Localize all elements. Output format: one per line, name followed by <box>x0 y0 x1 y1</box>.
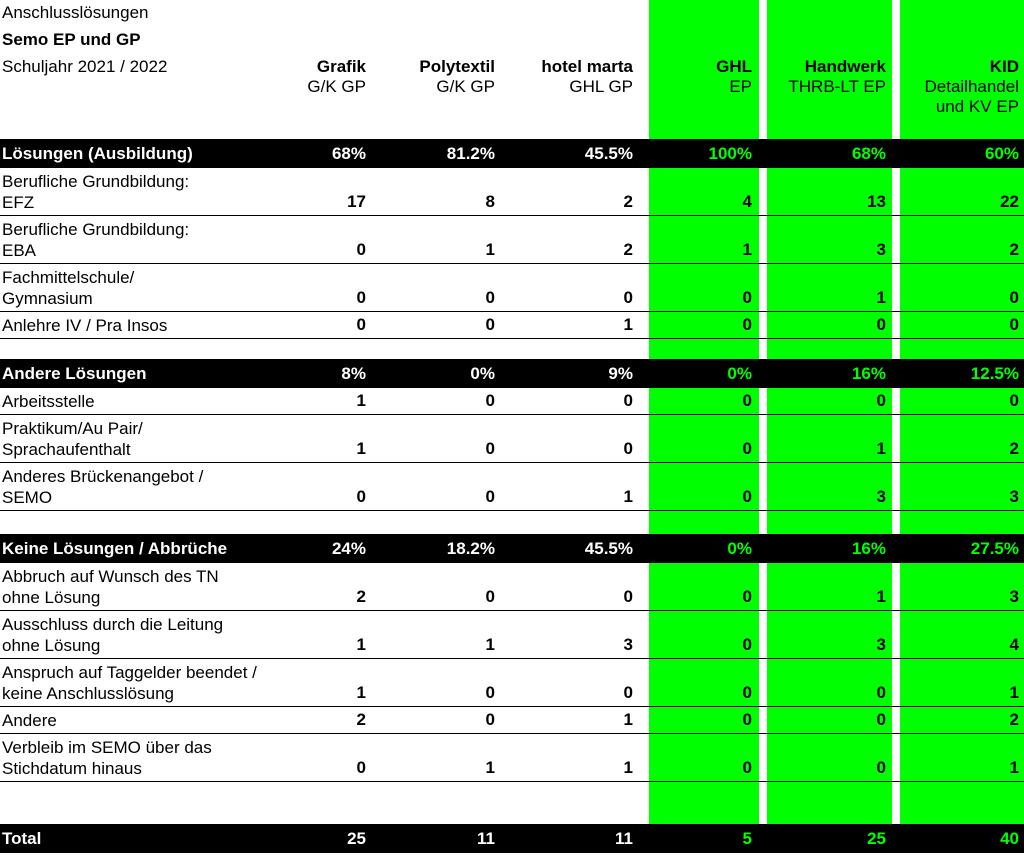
column-name: Handwerk <box>804 57 886 76</box>
cell-value: 0 <box>742 683 752 702</box>
table-row <box>0 168 1024 216</box>
cell-value: 0 <box>1009 315 1019 334</box>
column-header <box>602 57 752 97</box>
column-subtitle: GHL GP <box>569 77 633 96</box>
doc-subtitle: Semo EP und GP <box>2 30 141 49</box>
cell-value: 1 <box>876 587 886 606</box>
section-percentage: 12.5% <box>970 364 1019 383</box>
cell-value: 3 <box>1009 587 1019 606</box>
cell-value: 0 <box>742 487 752 506</box>
column-header <box>345 57 495 97</box>
cell-value: 2 <box>1009 710 1019 729</box>
cell-value: 1 <box>1009 683 1019 702</box>
table-row <box>0 463 1024 511</box>
cell-value: 3 <box>876 240 886 259</box>
row-label: Anlehre IV / Pra Insos <box>2 316 168 335</box>
row-label: Berufliche Grundbildung: EFZ <box>2 172 190 212</box>
cell-value: 1 <box>1009 758 1019 777</box>
cell-value: 1 <box>485 240 495 259</box>
section-percentage: 11 <box>477 829 495 848</box>
cell-value: 2 <box>623 240 633 259</box>
cell-value: 1 <box>623 710 633 729</box>
column-name: GHL <box>716 57 752 76</box>
cell-value: 1 <box>623 487 633 506</box>
cell-value: 0 <box>485 710 495 729</box>
cell-value: 0 <box>485 315 495 334</box>
column-name: Grafik <box>316 57 366 76</box>
section-percentage: 68% <box>851 144 886 163</box>
section-percentage: 40 <box>1000 829 1019 848</box>
column-subtitle: Detailhandel <box>924 77 1019 96</box>
section-percentage: 11 <box>615 829 633 848</box>
section-percentage: 60% <box>984 144 1019 163</box>
cell-value: 4 <box>742 192 752 211</box>
cell-value: 3 <box>876 487 886 506</box>
total-label: Total <box>2 829 42 848</box>
cell-value: 3 <box>876 635 886 654</box>
cell-value: 0 <box>742 758 752 777</box>
cell-value: 0 <box>876 683 886 702</box>
column-header <box>216 57 366 97</box>
cell-value: 0 <box>1009 288 1019 307</box>
cell-value: 1 <box>356 683 366 702</box>
row-label: Anspruch auf Taggelder beendet / keine Anschlusslösung <box>2 663 257 703</box>
cell-value: 0 <box>742 315 752 334</box>
cell-value: 1 <box>623 315 633 334</box>
cell-value: 0 <box>623 439 633 458</box>
cell-value: 0 <box>356 240 366 259</box>
column-name: hotel marta <box>541 57 633 76</box>
cell-value: 0 <box>876 710 886 729</box>
cell-value: 3 <box>1009 487 1019 506</box>
cell-value: 1 <box>485 635 495 654</box>
section-header <box>0 139 1024 168</box>
section-percentage: 8% <box>341 364 366 383</box>
section-percentage: 27.5% <box>970 539 1019 558</box>
row-label: Verbleib im SEMO über das Stichdatum hinaus <box>2 738 212 778</box>
cell-value: 1 <box>876 288 886 307</box>
cell-value: 0 <box>485 439 495 458</box>
table-row <box>0 388 1024 415</box>
cell-value: 0 <box>1009 391 1019 410</box>
section-percentage: 81.2% <box>446 144 495 163</box>
cell-value: 0 <box>876 391 886 410</box>
row-label: Andere <box>2 711 57 730</box>
section-percentage: 25 <box>867 829 886 848</box>
cell-value: 0 <box>356 487 366 506</box>
cell-value: 0 <box>742 587 752 606</box>
cell-value: 22 <box>1000 192 1019 211</box>
cell-value: 0 <box>485 288 495 307</box>
cell-value: 1 <box>356 391 366 410</box>
cell-value: 0 <box>623 683 633 702</box>
section-percentage: 68% <box>331 144 366 163</box>
cell-value: 0 <box>356 758 366 777</box>
cell-value: 2 <box>356 710 366 729</box>
cell-value: 3 <box>623 635 633 654</box>
cell-value: 0 <box>485 391 495 410</box>
cell-value: 1 <box>876 439 886 458</box>
section-title: Keine Lösungen / Abbrüche <box>2 539 228 558</box>
row-label: Abbruch auf Wunsch des TN ohne Lösung <box>2 567 219 607</box>
section-percentage: 9% <box>608 364 633 383</box>
cell-value: 1 <box>356 439 366 458</box>
table-row <box>0 312 1024 339</box>
section-percentage: 24% <box>331 539 366 558</box>
section-percentage: 18.2% <box>446 539 495 558</box>
table-row <box>0 707 1024 734</box>
column-subtitle: EP <box>729 77 752 96</box>
cell-value: 0 <box>356 315 366 334</box>
cell-value: 1 <box>623 758 633 777</box>
row-label: Praktikum/Au Pair/ Sprachaufenthalt <box>2 419 143 459</box>
cell-value: 0 <box>356 288 366 307</box>
section-percentage: 25 <box>347 829 366 848</box>
table-row <box>0 415 1024 463</box>
school-year: Schuljahr 2021 / 2022 <box>2 57 168 76</box>
column-subtitle: und KV EP <box>935 97 1019 116</box>
table-row <box>0 734 1024 782</box>
cell-value: 2 <box>1009 439 1019 458</box>
section-percentage: 0% <box>727 539 752 558</box>
cell-value: 13 <box>867 192 886 211</box>
cell-value: 0 <box>742 710 752 729</box>
row-label: Ausschluss durch die Leitung ohne Lösung <box>2 615 224 655</box>
table-row <box>0 264 1024 312</box>
cell-value: 0 <box>623 391 633 410</box>
cell-value: 0 <box>623 587 633 606</box>
section-title: Lösungen (Ausbildung) <box>2 144 193 163</box>
cell-value: 1 <box>356 635 366 654</box>
cell-value: 4 <box>1009 635 1019 654</box>
column-header <box>869 57 1019 117</box>
section-percentage: 45.5% <box>584 539 633 558</box>
section-title: Andere Lösungen <box>2 364 147 383</box>
row-label: Berufliche Grundbildung: EBA <box>2 220 190 260</box>
section-percentage: 45.5% <box>584 144 633 163</box>
doc-title: Anschlusslösungen <box>2 3 149 22</box>
cell-value: 8 <box>485 192 495 211</box>
cell-value: 17 <box>347 192 366 211</box>
cell-value: 0 <box>742 439 752 458</box>
cell-value: 1 <box>485 758 495 777</box>
column-name: KID <box>989 57 1019 76</box>
section-header <box>0 359 1024 388</box>
cell-value: 2 <box>356 587 366 606</box>
section-percentage: 16% <box>851 364 886 383</box>
column-header <box>736 57 886 97</box>
section-percentage: 0% <box>727 364 752 383</box>
cell-value: 0 <box>742 391 752 410</box>
section-percentage: 5 <box>742 829 752 848</box>
column-subtitle: G/K GP <box>436 77 495 96</box>
section-percentage: 16% <box>851 539 886 558</box>
section-percentage: 100% <box>708 144 752 163</box>
cell-value: 0 <box>485 683 495 702</box>
row-label: Arbeitsstelle <box>2 392 95 411</box>
table-row <box>0 563 1024 611</box>
table-row <box>0 216 1024 264</box>
row-label: Fachmittelschule/ Gymnasium <box>2 268 135 308</box>
column-subtitle: THRB-LT EP <box>788 77 886 96</box>
table-row <box>0 611 1024 659</box>
table-row <box>0 659 1024 707</box>
cell-value: 0 <box>742 288 752 307</box>
cell-value: 2 <box>1009 240 1019 259</box>
section-header <box>0 534 1024 563</box>
total-row <box>0 824 1024 853</box>
cell-value: 0 <box>623 288 633 307</box>
column-name: Polytextil <box>419 57 495 76</box>
section-percentage: 0% <box>470 364 495 383</box>
cell-value: 0 <box>876 315 886 334</box>
column-subtitle: G/K GP <box>307 77 366 96</box>
cell-value: 0 <box>742 635 752 654</box>
cell-value: 0 <box>485 487 495 506</box>
cell-value: 2 <box>623 192 633 211</box>
cell-value: 1 <box>742 240 752 259</box>
cell-value: 0 <box>876 758 886 777</box>
cell-value: 0 <box>485 587 495 606</box>
row-label: Anderes Brückenangebot / SEMO <box>2 467 204 507</box>
